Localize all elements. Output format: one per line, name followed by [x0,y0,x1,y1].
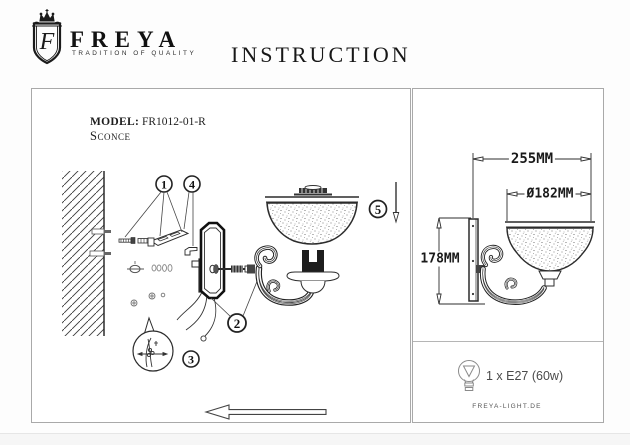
wires [177,292,216,341]
hardware-parts [119,230,197,255]
bulb-spec: 1 x E27 (60w) [486,369,564,383]
brand-tagline: TRADITION OF QUALITY [72,50,197,57]
backplate [201,223,224,298]
glass-shade [265,186,359,245]
callout-3 [183,351,199,367]
model-type: Sconce [90,129,131,143]
width-dimension-label: 255MM [510,151,554,167]
model-number: FR1012-01-R [141,116,206,128]
website-label: FREYA-LIGHT.DE [472,403,542,410]
dimensions-panel [412,88,604,423]
left-arrow-icon [206,405,326,419]
callout-4 [184,176,200,246]
wall-plate-side [469,219,478,301]
model-label: MODEL: [90,116,140,128]
brand-name: FREYA [70,27,183,52]
screw-side-view [127,261,144,273]
washer-beads [152,265,172,272]
panel-divider [413,341,603,342]
freya-logo-icon [26,9,68,67]
bulb-icon [459,361,480,391]
svg-text:4: 4 [189,177,195,192]
header [0,0,630,86]
svg-text:3: 3 [188,352,194,367]
assembly-panel [31,88,411,423]
wire-connection-detail [133,318,173,371]
svg-text:1: 1 [161,177,167,192]
svg-text:5: 5 [374,202,382,217]
diameter-dimension-label: Ø182MM [526,186,574,202]
glass-shade-side [505,222,595,286]
svg-text:F: F [39,29,55,55]
page-title: INSTRUCTION [231,42,411,67]
assembly-diagram [32,89,410,422]
callout-1 [125,176,182,237]
page-bottom-edge [0,433,630,445]
wall-hatch [62,171,111,336]
height-dimension-label: 178MM [420,251,460,267]
callout-5 [370,201,387,218]
insert-direction-arrow [393,182,398,222]
lamp-socket [287,250,339,293]
svg-text:2: 2 [233,316,241,331]
terminal-screws [131,293,165,306]
